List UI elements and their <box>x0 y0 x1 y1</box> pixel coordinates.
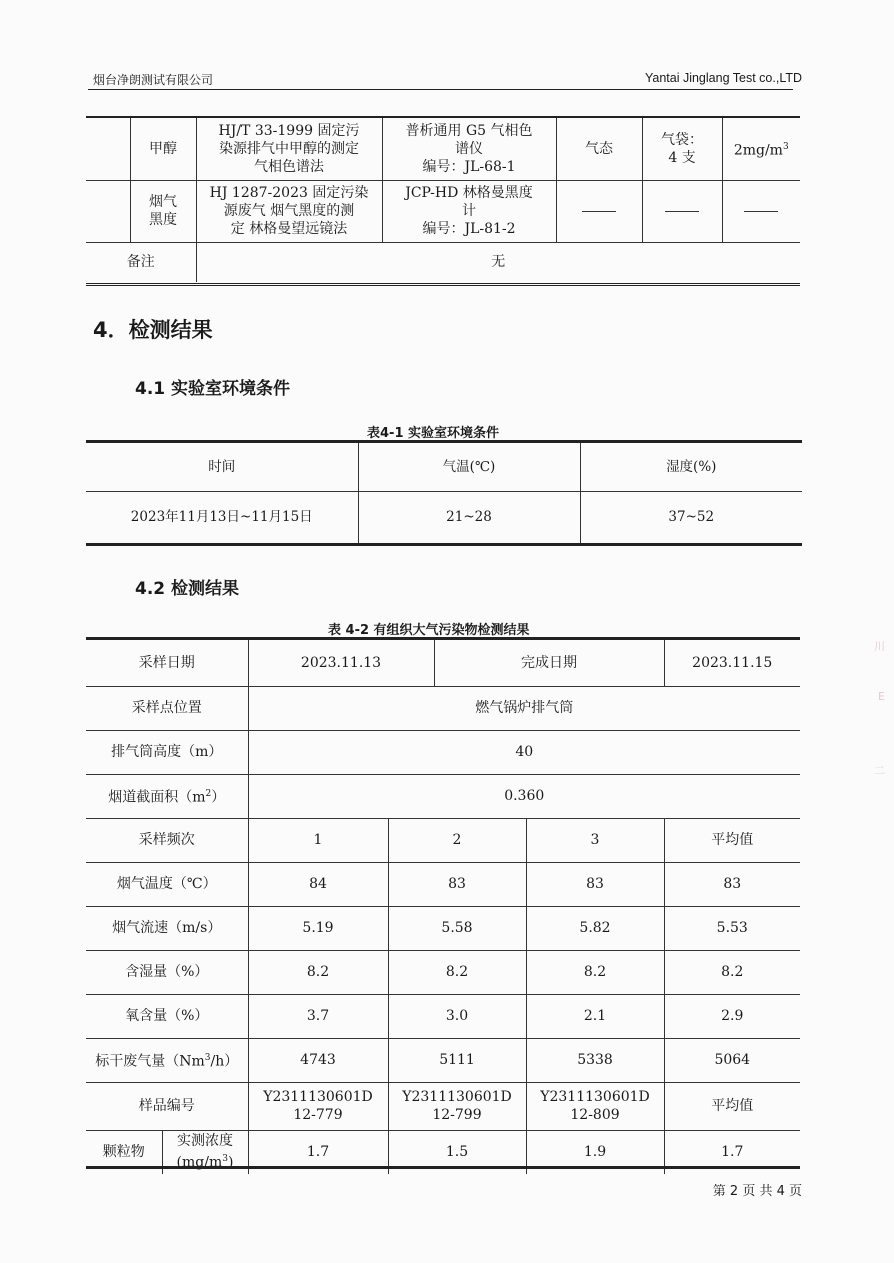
area-label: 烟道截面积$(m^2)$ <box>86 774 248 818</box>
table-row <box>86 994 800 1038</box>
remarks-row <box>86 242 800 282</box>
row-label: 烟气流速（m/s） <box>86 906 248 950</box>
cell-value: 83 <box>388 862 526 906</box>
cell-value: 3.0 <box>388 994 526 1038</box>
seal-fragment: 川 <box>874 640 885 653</box>
header-temp: 气温(℃) <box>358 443 580 491</box>
limit-cell <box>722 180 800 242</box>
table-row <box>86 1082 800 1130</box>
table-row <box>86 774 800 818</box>
freq-1: 1 <box>248 818 388 862</box>
table-row <box>86 730 800 774</box>
sample-id: Y2311130601D 12-809 <box>526 1082 664 1130</box>
cell-value: 5111 <box>388 1038 526 1082</box>
container-cell <box>642 180 722 242</box>
cell-value: 8.2 <box>248 950 388 994</box>
company-name-cn: 烟台净朗测试有限公司 <box>93 73 214 87</box>
height-label: 排气筒高度（m） <box>86 730 248 774</box>
freq-label: 采样频次 <box>86 818 248 862</box>
cell-value: 8.2 <box>664 950 800 994</box>
section-title-results-4-2: 4.2 检测结果 <box>135 579 240 599</box>
cell-value: 1.9 <box>526 1130 664 1174</box>
freq-2: 2 <box>388 818 526 862</box>
section-title-lab-env: 4.1 实验室环境条件 <box>135 379 291 399</box>
limit-cell: $2mg/m^3$ <box>722 118 800 180</box>
location-label: 采样点位置 <box>86 686 248 730</box>
cell-value: 5.58 <box>388 906 526 950</box>
cell-value: 5.19 <box>248 906 388 950</box>
cell-value: 83 <box>664 862 800 906</box>
state-cell <box>556 180 642 242</box>
header-divider <box>88 89 793 90</box>
remarks-label: 备注 <box>86 242 196 282</box>
cell-value: 3.7 <box>248 994 388 1038</box>
section-title-results: 4．检测结果 <box>93 318 213 342</box>
cell-value: 1.5 <box>388 1130 526 1174</box>
item-cell: 甲醇 <box>130 118 196 180</box>
row-label: 氧含量（%） <box>86 994 248 1038</box>
freq-avg: 平均值 <box>664 818 800 862</box>
header-time: 时间 <box>86 443 358 491</box>
cell-value: 1.7 <box>664 1130 800 1174</box>
table-row <box>86 950 800 994</box>
method-table <box>86 118 800 282</box>
results-table <box>86 640 800 1174</box>
sample-id: Y2311130601D 12-799 <box>388 1082 526 1130</box>
sampling-date-label: 采样日期 <box>86 640 248 686</box>
cell-value: 84 <box>248 862 388 906</box>
cell-value: 8.2 <box>388 950 526 994</box>
table-row <box>86 1038 800 1082</box>
item-cell: 烟气 黑度 <box>130 180 196 242</box>
seal-fragment: E <box>878 690 885 703</box>
sampling-date: 2023.11.13 <box>248 640 434 686</box>
table-row <box>86 906 800 950</box>
table-row <box>86 640 800 686</box>
flow-label: 标干废气量（Nm$^3$/h） <box>86 1038 248 1082</box>
sample-avg: 平均值 <box>664 1082 800 1130</box>
freq-3: 3 <box>526 818 664 862</box>
lab-env-table <box>86 443 802 543</box>
row-label: 烟气温度（℃） <box>86 862 248 906</box>
location-value: 燃气锅炉排气筒 <box>248 686 800 730</box>
cell-value: 4743 <box>248 1038 388 1082</box>
finish-date: 2023.11.15 <box>664 640 800 686</box>
time-value: 2023年11月13日~11月15日 <box>86 491 358 543</box>
table-row <box>86 686 800 730</box>
table-row <box>86 491 802 543</box>
page-number: 第 2 页 共 4 页 <box>712 1184 802 1199</box>
remarks-value: 无 <box>196 242 800 282</box>
seal-fragment: 二 <box>874 764 885 777</box>
pm-label: 颗粒物 <box>86 1130 162 1174</box>
finish-date-label: 完成日期 <box>434 640 664 686</box>
cell-value: 1.7 <box>248 1130 388 1174</box>
instrument-cell: 普析通用 G5 气相色 谱仪 编号：JL-68-1 <box>382 118 556 180</box>
table-caption-4-1: 表4-1 实验室环境条件 <box>367 426 500 441</box>
method-cell: HJ/T 33-1999 固定污 染源排气中甲醇的测定 气相色谱法 <box>196 118 382 180</box>
sample-label: 样品编号 <box>86 1082 248 1130</box>
table-row <box>86 862 800 906</box>
company-name-en: Yantai Jinglang Test co.,LTD <box>644 71 802 85</box>
container-cell: 气袋： 4 支 <box>642 118 722 180</box>
method-row <box>86 118 800 180</box>
cell-value: 8.2 <box>526 950 664 994</box>
cell-value: 5338 <box>526 1038 664 1082</box>
height-value: 40 <box>248 730 800 774</box>
humidity-value: 37~52 <box>580 491 802 543</box>
table-row <box>86 818 800 862</box>
cell-value: 5.82 <box>526 906 664 950</box>
method-cell: HJ 1287-2023 固定污染 源废气 烟气黑度的测 定 林格曼望远镜法 <box>196 180 382 242</box>
cell-value: 83 <box>526 862 664 906</box>
state-cell: 气态 <box>556 118 642 180</box>
table-caption-4-2: 表 4-2 有组织大气污染物检测结果 <box>328 623 530 638</box>
cell-value: 2.9 <box>664 994 800 1038</box>
instrument-cell: JCP-HD 林格曼黑度 计 编号：JL-81-2 <box>382 180 556 242</box>
table-bottom-rule <box>86 283 800 286</box>
row-label: 含湿量（%） <box>86 950 248 994</box>
sample-id: Y2311130601D 12-779 <box>248 1082 388 1130</box>
temp-value: 21~28 <box>358 491 580 543</box>
method-row <box>86 180 800 242</box>
cell-value: 5064 <box>664 1038 800 1082</box>
header-humidity: 湿度(%) <box>580 443 802 491</box>
conc-label: 实测浓度 $(mg/m^3)$ <box>162 1130 248 1174</box>
table-header-row <box>86 443 802 491</box>
area-value: 0.360 <box>248 774 800 818</box>
cell-value: 5.53 <box>664 906 800 950</box>
cell-value: 2.1 <box>526 994 664 1038</box>
